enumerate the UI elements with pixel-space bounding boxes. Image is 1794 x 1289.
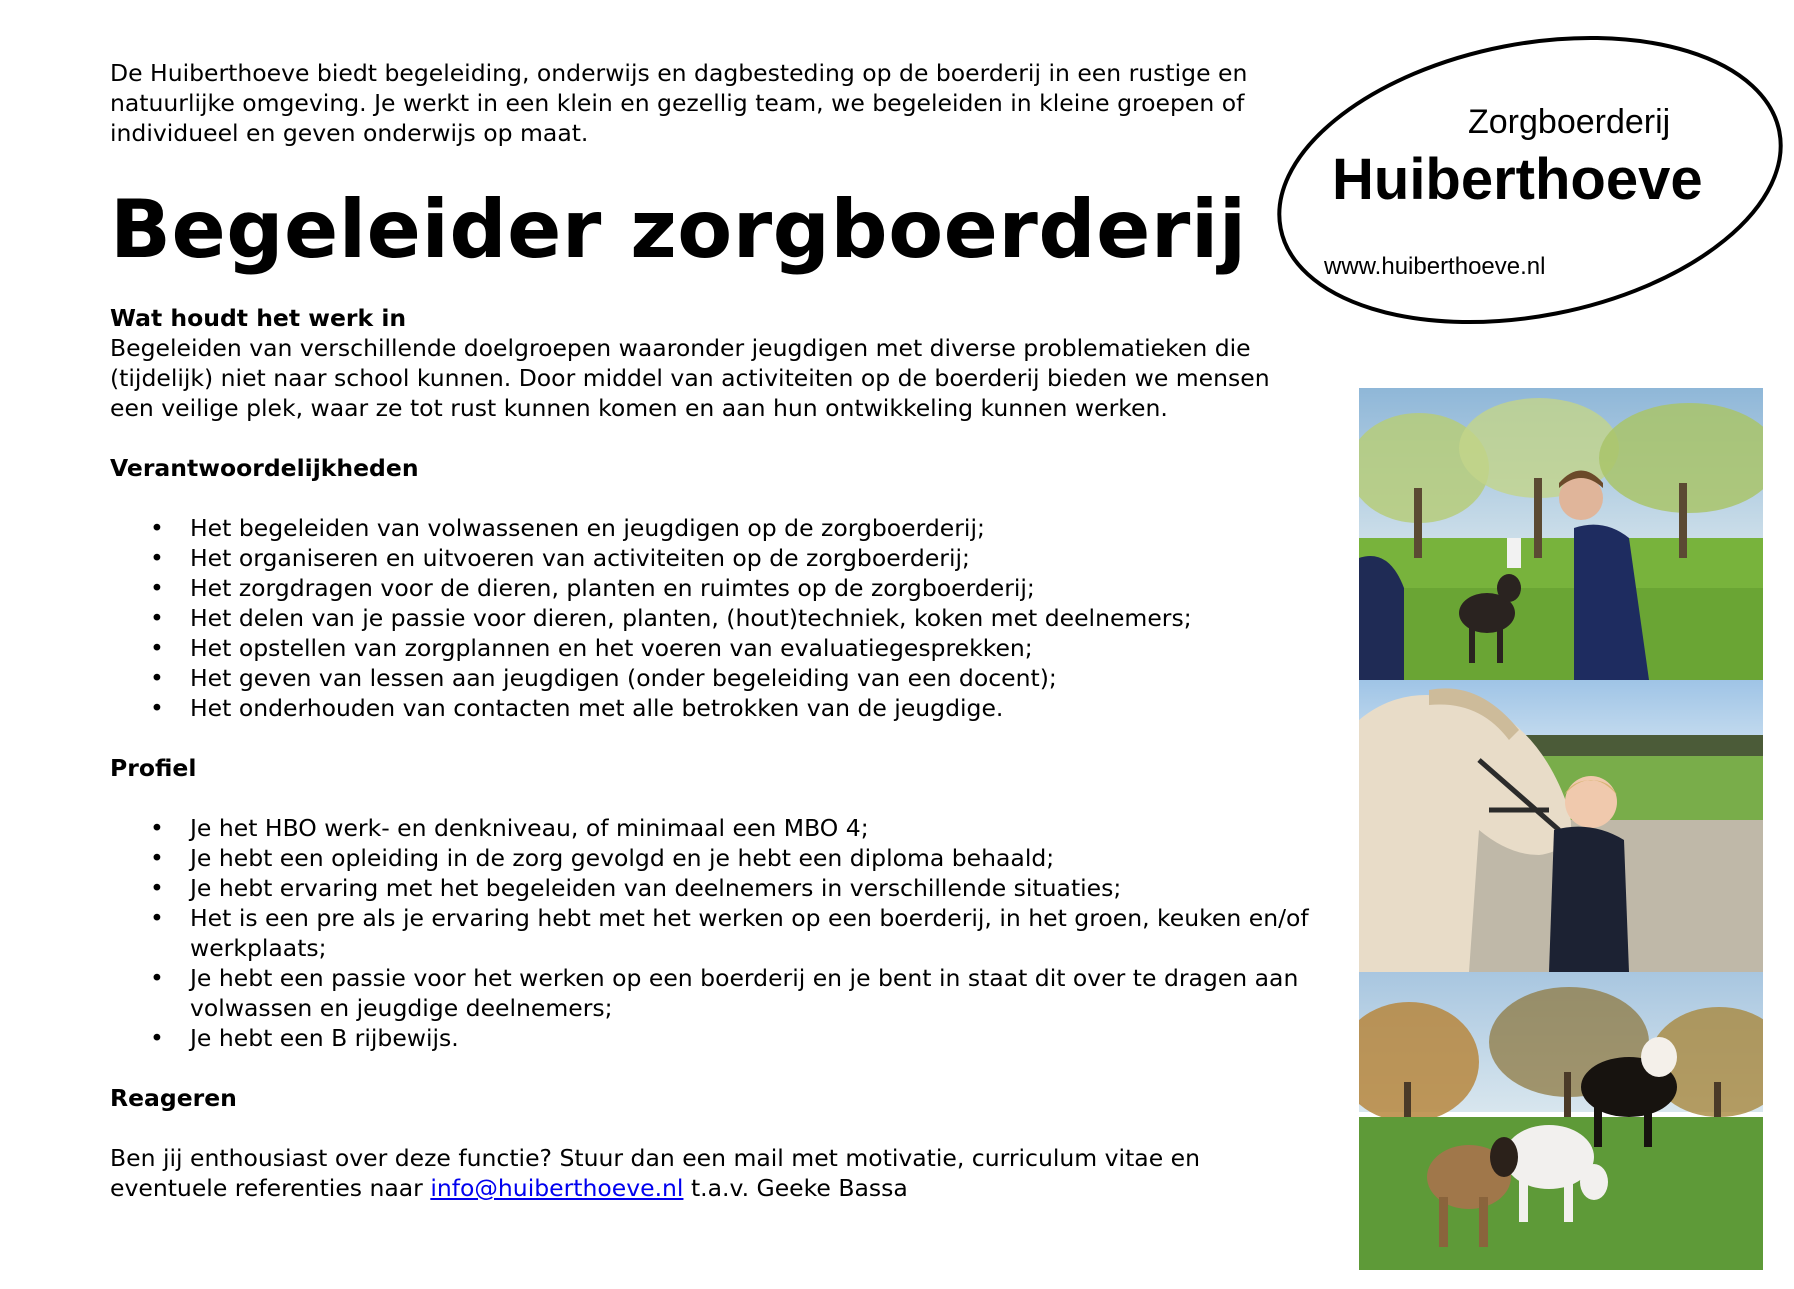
bullet-icon: • xyxy=(150,814,164,842)
bullet-icon: • xyxy=(150,1024,164,1052)
profile-section xyxy=(110,753,1310,1053)
bullet-icon: • xyxy=(150,694,164,722)
photo-horse-girl xyxy=(1359,680,1763,972)
intro-paragraph: De Huiberthoeve biedt begeleiding, onderwijs en dagbesteding op de boerderij in een rustige en natuurlijke omgeving. Je werkt in een klein en gezellig team, we begeleiden in kleine groepen of individueel en geven onderwijs op maat. xyxy=(110,59,1248,147)
bullet-icon: • xyxy=(150,664,164,692)
logo-subtitle: Zorgboerderij xyxy=(1468,103,1671,141)
work-heading: Wat houdt het werk in xyxy=(110,304,407,332)
bullet-icon: • xyxy=(150,874,164,902)
job-content xyxy=(110,303,1310,1203)
responsibilities-heading: Verantwoordelijkheden xyxy=(110,454,419,482)
bullet-icon: • xyxy=(150,604,164,632)
list-item: • Het onderhouden van contacten met alle betrokken van de jeugdige. xyxy=(150,694,1004,722)
logo-url: www.huiberthoeve.nl xyxy=(1324,253,1546,280)
work-section xyxy=(110,303,1310,423)
list-item: • Je hebt een B rijbewijs. xyxy=(150,1024,459,1052)
list-item: • Het delen van je passie voor dieren, planten, (hout)techniek, koken met deelnemers; xyxy=(150,604,1192,632)
photo-lambs-orchard xyxy=(1359,388,1763,680)
job-title: Begeleider zorgboerderij xyxy=(110,183,1247,276)
list-item: • Het geven van lessen aan jeugdigen (onder begeleiding van een docent); xyxy=(150,664,1057,692)
bullet-icon: • xyxy=(150,634,164,662)
bullet-icon: • xyxy=(150,514,164,542)
responsibilities-list xyxy=(110,513,1310,723)
respond-section xyxy=(110,1083,1310,1203)
list-item: • Het is een pre als je ervaring hebt met het werken op een boerderij, in het groen, keuken en/of werkplaats; xyxy=(150,904,1309,962)
profile-list xyxy=(110,813,1310,1053)
list-item: • Je hebt een passie voor het werken op een boerderij en je bent in staat dit over te dragen aan volwassen en jeugdige deelnemers; xyxy=(150,964,1299,1022)
respond-heading: Reageren xyxy=(110,1084,237,1112)
respond-text: Ben jij enthousiast over deze functie? Stuur dan een mail met motivatie, curriculum vitae en eventuele referenties naar info@huiberthoeve.nl t.a.v. Geeke Bassa xyxy=(110,1144,1200,1202)
list-item: • Het begeleiden van volwassenen en jeugdigen op de zorgboerderij; xyxy=(150,514,985,542)
photo-goats-cow xyxy=(1359,972,1763,1270)
bullet-icon: • xyxy=(150,844,164,872)
profile-heading: Profiel xyxy=(110,754,197,782)
bullet-icon: • xyxy=(150,574,164,602)
list-item: • Je het HBO werk- en denkniveau, of minimaal een MBO 4; xyxy=(150,814,869,842)
list-item: • Het opstellen van zorgplannen en het voeren van evaluatiegesprekken; xyxy=(150,634,1033,662)
list-item: • Je hebt een opleiding in de zorg gevolgd en je hebt een diploma behaald; xyxy=(150,844,1055,872)
bullet-icon: • xyxy=(150,544,164,572)
email-link[interactable]: info@huiberthoeve.nl xyxy=(430,1174,684,1202)
bullet-icon: • xyxy=(150,964,164,992)
bullet-icon: • xyxy=(150,904,164,932)
list-item: • Het zorgdragen voor de dieren, planten en ruimtes op de zorgboerderij; xyxy=(150,574,1035,602)
list-item: • Je hebt ervaring met het begeleiden van deelnemers in verschillende situaties; xyxy=(150,874,1122,902)
responsibilities-section xyxy=(110,453,1310,723)
logo-name: Huiberthoeve xyxy=(1332,147,1703,212)
work-text: Begeleiden van verschillende doelgroepen waaronder jeugdigen met diverse problematieken die (tijdelijk) niet naar school kunnen. Door middel van activiteiten op de boerderij bieden we mensen een veilige plek, waar ze tot rust kunnen komen en aan hun ontwikkeling kunnen werken. xyxy=(110,334,1270,422)
logo xyxy=(1266,20,1794,340)
list-item: • Het organiseren en uitvoeren van activiteiten op de zorgboerderij; xyxy=(150,544,970,572)
